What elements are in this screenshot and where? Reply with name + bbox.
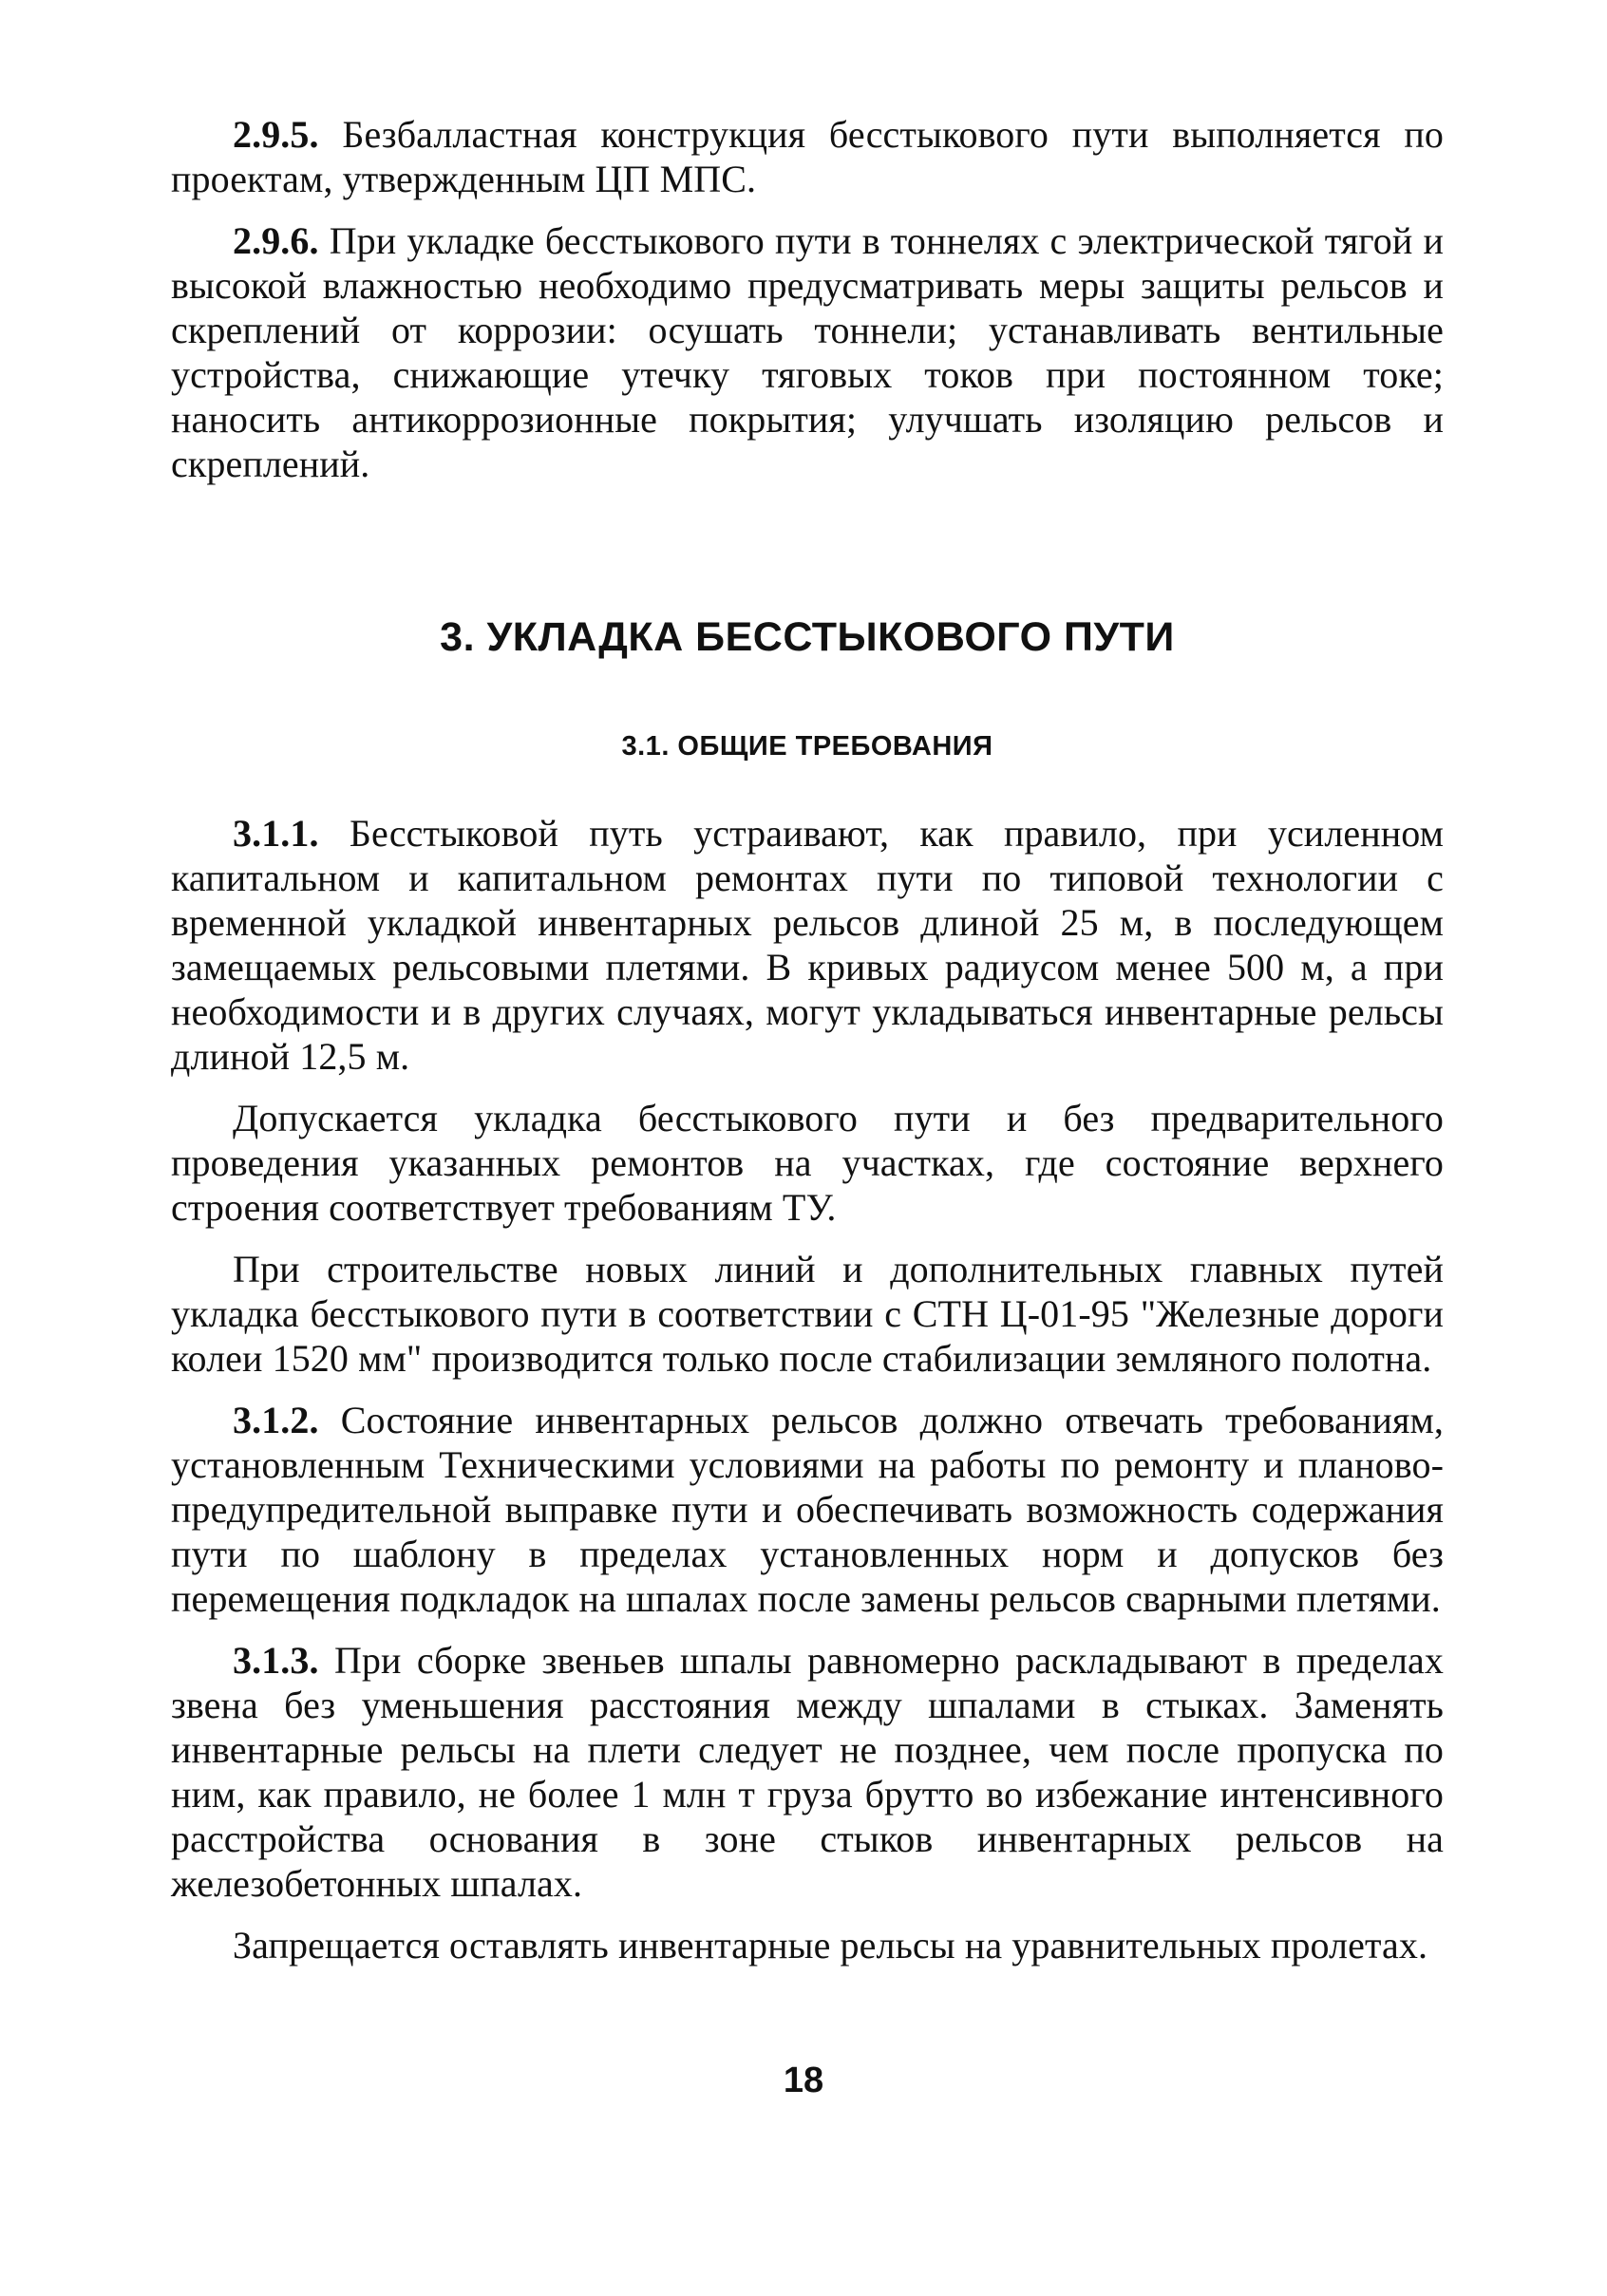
page-number: 18: [783, 2061, 824, 2100]
paragraph-text: Запрещается оставлять инвентарные рельсы на уравнительных пролетах.: [233, 1924, 1428, 1967]
page-content: [171, 112, 1444, 1985]
paragraph-3-1-1-continued-b: [171, 1247, 1444, 1381]
clause-number: 2.9.5.: [233, 113, 319, 156]
clause-number: 3.1.3.: [233, 1639, 319, 1682]
paragraph-text: Безбалластная конструкция бесстыкового пути выполняется по проектам, утвержденным ЦП МПС.: [171, 113, 1444, 200]
paragraph-3-1-1: [171, 811, 1444, 1079]
paragraph-text: Бесстыковой путь устраивают, как правило, при усиленном капитальном и капитальном ремонтах пути по типовой технологии с временной укладкой инвентарных рельсов длиной 25 м, в последующем замещаемых рельсовыми плетями. В кривых радиусом менее 500 м, а при необходимости и в других случаях, могут укладываться инвентарные рельсы длиной 12,5 м.: [171, 812, 1444, 1078]
clause-number: 3.1.2.: [233, 1399, 319, 1441]
clause-number: 2.9.6.: [233, 219, 319, 262]
paragraph-3-1-2: [171, 1398, 1444, 1621]
paragraph-2-9-5: [171, 112, 1444, 201]
paragraph-text: При укладке бесстыкового пути в тоннелях с электрической тягой и высокой влажностью необходимо предусматривать меры защиты рельсов и скреплений от коррозии: осушать тоннели; устанавливать вентильные устройства, снижающие утечку тяговых токов при постоянном токе; наносить антикоррозионные покрытия; улучшать изоляцию рельсов и скреплений.: [171, 219, 1444, 485]
paragraph-2-9-6: [171, 218, 1444, 486]
paragraph-text: Допускается укладка бесстыкового пути и без предварительного проведения указанных ремонтов на участках, где состояние верхнего строения соответствует требованиям ТУ.: [171, 1097, 1444, 1229]
paragraph-3-1-3-continued: [171, 1923, 1444, 1967]
section-title: 3. УКЛАДКА БЕССТЫКОВОГО ПУТИ: [440, 614, 1175, 660]
clause-number: 3.1.1.: [233, 812, 319, 855]
subsection-title: 3.1. ОБЩИЕ ТРЕБОВАНИЯ: [621, 731, 993, 762]
paragraph-text: При сборке звеньев шпалы равномерно раскладывают в пределах звена без уменьшения расстояния между шпалами в стыках. Заменять инвентарные рельсы на плети следует не позднее, чем после пропуска по ним, как правило, не более 1 млн т груза брутто во избежание интенсивного расстройства основания в зоне стыков инвентарных рельсов на железобетонных шпалах.: [171, 1639, 1444, 1905]
paragraph-text: Состояние инвентарных рельсов должно отвечать требованиям, установленным Техническими условиями на работы по ремонту и планово-предупредительной выправке пути и обеспечивать возможность содержания пути по шаблону в пределах установленных норм и допусков без перемещения подкладок на шпалах после замены рельсов сварными плетями.: [171, 1399, 1444, 1620]
paragraph-3-1-1-continued-a: [171, 1096, 1444, 1230]
paragraph-3-1-3: [171, 1638, 1444, 1906]
paragraph-text: При строительстве новых линий и дополнительных главных путей укладка бесстыкового пути в соответствии с СТН Ц-01-95 "Железные дороги колеи 1520 мм" производится только после стабилизации земляного полотна.: [171, 1248, 1444, 1380]
